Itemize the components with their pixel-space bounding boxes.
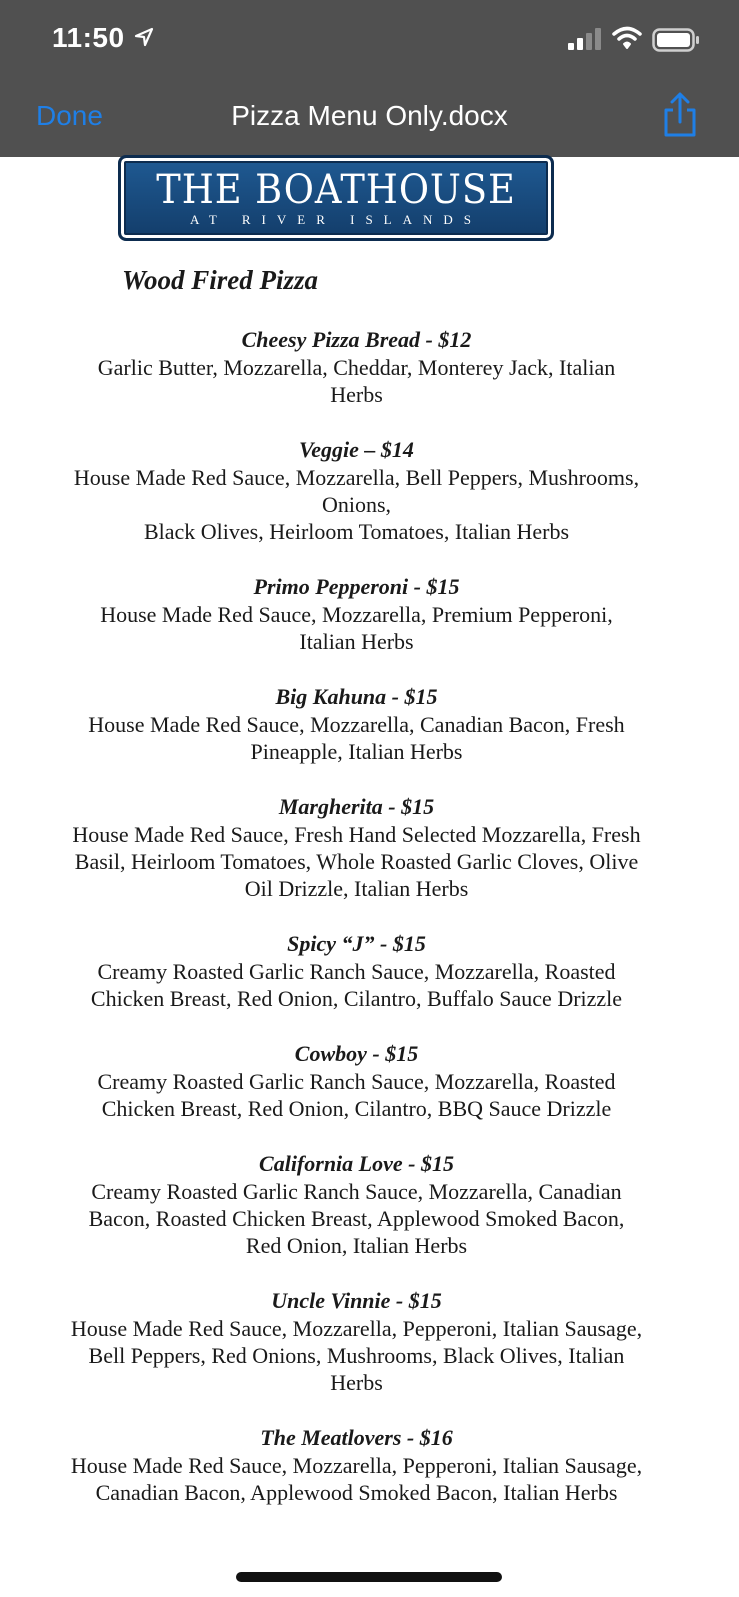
item-name: Big Kahuna - $15 xyxy=(275,684,438,709)
menu-item xyxy=(20,793,693,902)
item-name: Primo Pepperoni - $15 xyxy=(253,574,460,599)
item-description: House Made Red Sauce, Mozzarella, Canadian Bacon, Fresh Pineapple, Italian Herbs xyxy=(88,712,625,764)
menu-item xyxy=(20,573,693,655)
share-icon[interactable] xyxy=(660,92,700,138)
boathouse-logo xyxy=(118,155,554,241)
battery-icon xyxy=(652,28,700,52)
item-description: Creamy Roasted Garlic Ranch Sauce, Mozzarella, Roasted Chicken Breast, Red Onion, Cilantro, Buffalo Sauce Drizzle xyxy=(90,959,623,1011)
item-description: Creamy Roasted Garlic Ranch Sauce, Mozzarella, Canadian Bacon, Roasted Chicken Breast, Applewood Smoked Bacon, Red Onion, Italian Herbs xyxy=(88,1179,625,1258)
menu-item xyxy=(20,436,693,545)
home-indicator[interactable] xyxy=(236,1572,502,1582)
cellular-signal-icon xyxy=(568,28,602,50)
item-name: Veggie – $14 xyxy=(299,437,414,462)
item-description: House Made Red Sauce, Fresh Hand Selected Mozzarella, Fresh Basil, Heirloom Tomatoes, Whole Roasted Garlic Cloves, Olive Oil Drizzle, Italian Herbs xyxy=(72,822,641,901)
logo-sub-text: AT RIVER ISLANDS xyxy=(189,212,483,227)
menu-item xyxy=(20,1040,693,1122)
logo-main-text: THE BOATHOUSE xyxy=(156,167,516,213)
item-name: Uncle Vinnie - $15 xyxy=(271,1288,442,1313)
document-title: Pizza Menu Only.docx xyxy=(231,100,508,131)
menu-item xyxy=(20,1287,693,1396)
done-button[interactable]: Done xyxy=(36,100,103,131)
menu-item xyxy=(20,1150,693,1259)
item-description: House Made Red Sauce, Mozzarella, Pepperoni, Italian Sausage, Canadian Bacon, Applewood Smoked Bacon, Italian Herbs xyxy=(70,1453,643,1505)
section-title: Wood Fired Pizza xyxy=(122,265,319,295)
item-name: The Meatlovers - $16 xyxy=(260,1425,453,1450)
top-bar xyxy=(0,0,739,157)
menu-item xyxy=(20,930,693,1012)
menu-item xyxy=(20,326,693,408)
status-time: 11:50 xyxy=(52,22,125,53)
location-arrow-icon xyxy=(134,27,154,47)
menu-item xyxy=(20,1424,693,1506)
item-description: Garlic Butter, Mozzarella, Cheddar, Monterey Jack, Italian Herbs xyxy=(97,355,616,407)
item-name: Spicy “J” - $15 xyxy=(287,931,426,956)
item-name: Cowboy - $15 xyxy=(294,1041,419,1066)
wifi-icon xyxy=(612,26,642,50)
item-name: California Love - $15 xyxy=(259,1151,454,1176)
menu-item xyxy=(20,683,693,765)
menu-list xyxy=(20,326,693,1534)
item-name: Cheesy Pizza Bread - $12 xyxy=(241,327,472,352)
item-name: Margherita - $15 xyxy=(278,794,435,819)
item-description: House Made Red Sauce, Mozzarella, Premium Pepperoni, Italian Herbs xyxy=(100,602,613,654)
item-description: House Made Red Sauce, Mozzarella, Pepperoni, Italian Sausage, Bell Peppers, Red Onions, Mushrooms, Black Olives, Italian Herbs xyxy=(70,1316,643,1395)
item-description: Creamy Roasted Garlic Ranch Sauce, Mozzarella, Roasted Chicken Breast, Red Onion, Cilantro, BBQ Sauce Drizzle xyxy=(97,1069,616,1121)
item-description: House Made Red Sauce, Mozzarella, Bell Peppers, Mushrooms, Onions, Black Olives, Heirloom Tomatoes, Italian Herbs xyxy=(73,465,640,544)
